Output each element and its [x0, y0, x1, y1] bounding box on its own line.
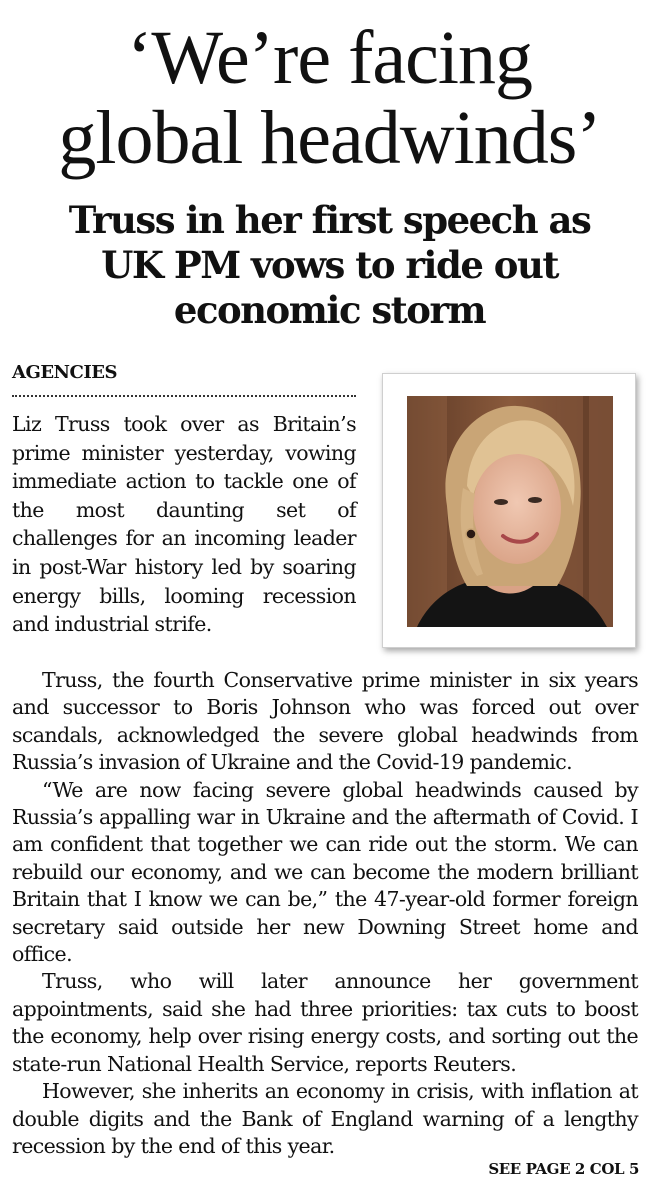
body-paragraph: However, she inherits an economy in crisis, with inflation at double digits and the Bank of England warning of a lengthy recession by the end of this year. [12, 1079, 638, 1158]
dotted-divider [12, 395, 356, 397]
body-paragraph: Truss, who will later announce her government appointments, said she had three priorities: tax cuts to boost the economy, help over rising energy costs, and sorting out the state-run National Health Service, reports Reuters. [12, 969, 638, 1076]
back-wall-light [407, 396, 447, 627]
left-eye [494, 499, 508, 505]
lead-paragraph: Liz Truss took over as Britain’s prime minister yesterday, vowing immediate action to tackle one of the most daunting set of challenges for an incoming leader in post-War history led by soaring energy bills, looming recession and industrial strife. [12, 412, 356, 637]
subheadline [0, 198, 659, 333]
right-eye [528, 497, 542, 503]
subhead-line-1: Truss in her first speech as [68, 198, 591, 242]
body-paragraph: Truss, the fourth Conservative prime minister in six years and successor to Boris Johnson who was forced out over scandals, acknowledged the severe global headwinds from Russia’s invasion of Ukraine and the Covid-19 pandemic. [12, 668, 638, 775]
portrait-photo [407, 396, 613, 627]
byline: AGENCIES [12, 362, 117, 383]
headline [0, 18, 659, 178]
earring-icon [466, 529, 476, 539]
headline-line-1: ‘We’re facing [127, 16, 532, 100]
headline-line-2: global headwinds’ [58, 96, 601, 180]
subhead-line-2: UK PM vows to ride out [101, 243, 558, 287]
wood-panel-edge [583, 396, 589, 627]
continuation-reference[interactable]: SEE PAGE 2 COL 5 [488, 1160, 639, 1178]
article-body [12, 667, 638, 1160]
body-paragraph: “We are now facing severe global headwinds caused by Russia’s appalling war in Ukraine and the aftermath of Covid. I am confident that together we can ride out the storm. We can rebuild our economy, and we can become the modern brilliant Britain that I know we can be,” the 47-year-old former foreign secretary said outside her new Downing Street home and office. [12, 777, 638, 967]
photo-frame [382, 373, 636, 648]
subhead-line-3: economic storm [173, 288, 486, 332]
